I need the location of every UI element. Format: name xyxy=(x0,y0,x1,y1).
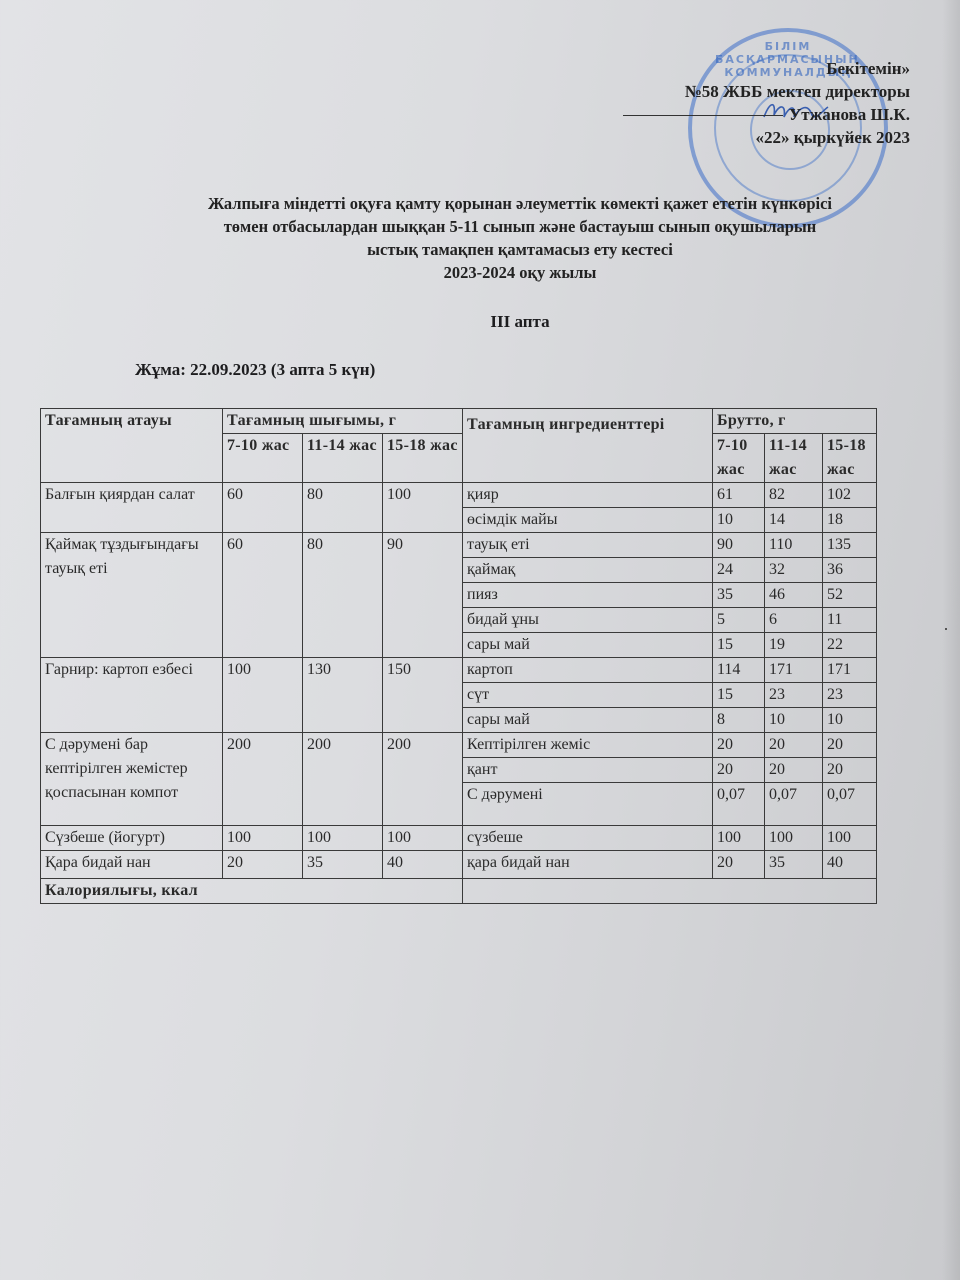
dish-name: Гарнир: картоп езбесі xyxy=(41,658,223,733)
title-line-1: Жалпыға міндетті оқуға қамту қорынан әлеуметтік көмекті қажет ететін күнкөрісі xyxy=(207,194,833,213)
dish-yield: 100 xyxy=(223,658,303,733)
dish-name: С дәрумені бар кептірілген жемістер қоспасынан компот xyxy=(41,733,223,826)
ingredient-gross: 20 xyxy=(713,733,765,758)
document-title xyxy=(120,192,920,284)
dish-yield: 60 xyxy=(223,483,303,533)
title-line-4: 2023-2024 оқу жылы xyxy=(443,263,597,282)
dish-yield: 150 xyxy=(383,658,463,733)
dish-yield: 40 xyxy=(383,851,463,879)
ingredient-gross: 102 xyxy=(823,483,877,508)
day-label: Жұма: 22.09.2023 (3 апта 5 күн) xyxy=(135,360,376,379)
dish-name: Қаймақ тұздығындағы тауық еті xyxy=(41,533,223,658)
dish-name: Қара бидай нан xyxy=(41,851,223,879)
header-dish-name: Тағамның атауы xyxy=(41,409,223,483)
header-yield-age-3: 15-18 жас xyxy=(383,434,463,483)
ingredient-gross: 10 xyxy=(765,708,823,733)
table-row xyxy=(41,826,877,851)
table-row xyxy=(41,533,877,558)
ingredient-gross: 135 xyxy=(823,533,877,558)
ingredient-gross: 46 xyxy=(765,583,823,608)
ingredient-gross: 0,07 xyxy=(765,783,823,826)
dish-name: Балғын қиярдан салат xyxy=(41,483,223,533)
ingredient-name: қант xyxy=(463,758,713,783)
header-yield-age-1: 7-10 жас xyxy=(223,434,303,483)
ingredient-gross: 18 xyxy=(823,508,877,533)
stamp-ring-text: БІЛІМ БАСҚАРМАСЫНЫҢ КОММУНАЛДЫҚ xyxy=(714,40,862,79)
calories-row xyxy=(41,879,877,904)
ingredient-gross: 110 xyxy=(765,533,823,558)
dish-yield: 100 xyxy=(223,826,303,851)
dish-yield: 200 xyxy=(383,733,463,826)
ingredient-gross: 24 xyxy=(713,558,765,583)
header-gross-age-1: 7-10 жас xyxy=(713,434,765,483)
ingredient-gross: 171 xyxy=(823,658,877,683)
dish-yield: 80 xyxy=(303,483,383,533)
dish-yield: 200 xyxy=(223,733,303,826)
signature-line xyxy=(623,115,783,116)
approval-position: №58 ЖББ мектеп директоры xyxy=(684,82,910,101)
ingredient-name: қара бидай нан xyxy=(463,851,713,879)
ingredient-name: қияр xyxy=(463,483,713,508)
ingredient-gross: 171 xyxy=(765,658,823,683)
ingredient-gross: 19 xyxy=(765,633,823,658)
ingredient-gross: 11 xyxy=(823,608,877,633)
ingredient-gross: 90 xyxy=(713,533,765,558)
paper-speck xyxy=(945,628,947,630)
table-row xyxy=(41,483,877,508)
table-row xyxy=(41,733,877,758)
ingredient-name: өсімдік майы xyxy=(463,508,713,533)
menu-table xyxy=(40,408,877,904)
ingredient-gross: 82 xyxy=(765,483,823,508)
ingredient-gross: 15 xyxy=(713,683,765,708)
dish-yield: 200 xyxy=(303,733,383,826)
header-yield: Тағамның шығымы, г xyxy=(223,409,463,434)
dish-yield: 35 xyxy=(303,851,383,879)
ingredient-gross: 40 xyxy=(823,851,877,879)
ingredient-name: сары май xyxy=(463,708,713,733)
ingredient-gross: 35 xyxy=(713,583,765,608)
title-line-3: ыстық тамақпен қамтамасыз ету кестесі xyxy=(367,240,673,259)
ingredient-gross: 6 xyxy=(765,608,823,633)
approval-date: «22» қыркүйек 2023 xyxy=(755,128,910,147)
dish-yield: 100 xyxy=(383,483,463,533)
ingredient-name: сүт xyxy=(463,683,713,708)
header-yield-age-2: 11-14 жас xyxy=(303,434,383,483)
dish-yield: 90 xyxy=(383,533,463,658)
ingredient-gross: 20 xyxy=(713,758,765,783)
dish-yield: 80 xyxy=(303,533,383,658)
ingredient-gross: 8 xyxy=(713,708,765,733)
ingredient-gross: 10 xyxy=(713,508,765,533)
ingredient-gross: 100 xyxy=(713,826,765,851)
ingredient-name: пияз xyxy=(463,583,713,608)
ingredient-gross: 52 xyxy=(823,583,877,608)
dish-yield: 100 xyxy=(303,826,383,851)
ingredient-gross: 15 xyxy=(713,633,765,658)
ingredient-gross: 61 xyxy=(713,483,765,508)
page-shadow xyxy=(942,0,960,1280)
ingredient-gross: 20 xyxy=(823,733,877,758)
dish-yield: 130 xyxy=(303,658,383,733)
ingredient-gross: 35 xyxy=(765,851,823,879)
ingredient-gross: 36 xyxy=(823,558,877,583)
ingredient-gross: 20 xyxy=(713,851,765,879)
ingredient-gross: 14 xyxy=(765,508,823,533)
ingredient-gross: 20 xyxy=(823,758,877,783)
ingredient-name: қаймақ xyxy=(463,558,713,583)
ingredient-name: Кептірілген жеміс xyxy=(463,733,713,758)
calories-label: Калориялығы, ккал xyxy=(41,879,463,904)
dish-yield: 60 xyxy=(223,533,303,658)
week-label: ІІІ апта xyxy=(490,312,550,331)
ingredient-gross: 23 xyxy=(823,683,877,708)
ingredient-name: С дәрумені xyxy=(463,783,713,826)
header-gross-age-3: 15-18 жас xyxy=(823,434,877,483)
header-row xyxy=(41,409,877,434)
ingredient-gross: 32 xyxy=(765,558,823,583)
ingredient-gross: 0,07 xyxy=(713,783,765,826)
dish-name: Сүзбеше (йогурт) xyxy=(41,826,223,851)
ingredient-name: сүзбеше xyxy=(463,826,713,851)
approval-block xyxy=(623,57,910,149)
approval-heading: Бекітемін» xyxy=(826,59,910,78)
ingredient-gross: 5 xyxy=(713,608,765,633)
table-row xyxy=(41,851,877,879)
ingredient-gross: 20 xyxy=(765,733,823,758)
ingredient-name: картоп xyxy=(463,658,713,683)
header-gross: Брутто, г xyxy=(713,409,877,434)
ingredient-name: тауық еті xyxy=(463,533,713,558)
calories-value xyxy=(463,879,877,904)
title-line-2: төмен отбасылардан шыққан 5-11 сынып және бастауыш сынып оқушыларын xyxy=(223,217,817,236)
ingredient-gross: 100 xyxy=(765,826,823,851)
ingredient-gross: 0,07 xyxy=(823,783,877,826)
ingredient-name: бидай ұны xyxy=(463,608,713,633)
ingredient-gross: 100 xyxy=(823,826,877,851)
ingredient-gross: 20 xyxy=(765,758,823,783)
ingredient-gross: 23 xyxy=(765,683,823,708)
ingredient-gross: 114 xyxy=(713,658,765,683)
table-row xyxy=(41,658,877,683)
dish-yield: 20 xyxy=(223,851,303,879)
ingredient-gross: 22 xyxy=(823,633,877,658)
approval-name: Утжанова Ш.К. xyxy=(788,105,910,124)
ingredient-gross: 10 xyxy=(823,708,877,733)
header-ingredients: Тағамның ингредиенттері xyxy=(463,409,713,483)
ingredient-name: сары май xyxy=(463,633,713,658)
dish-yield: 100 xyxy=(383,826,463,851)
header-gross-age-2: 11-14 жас xyxy=(765,434,823,483)
